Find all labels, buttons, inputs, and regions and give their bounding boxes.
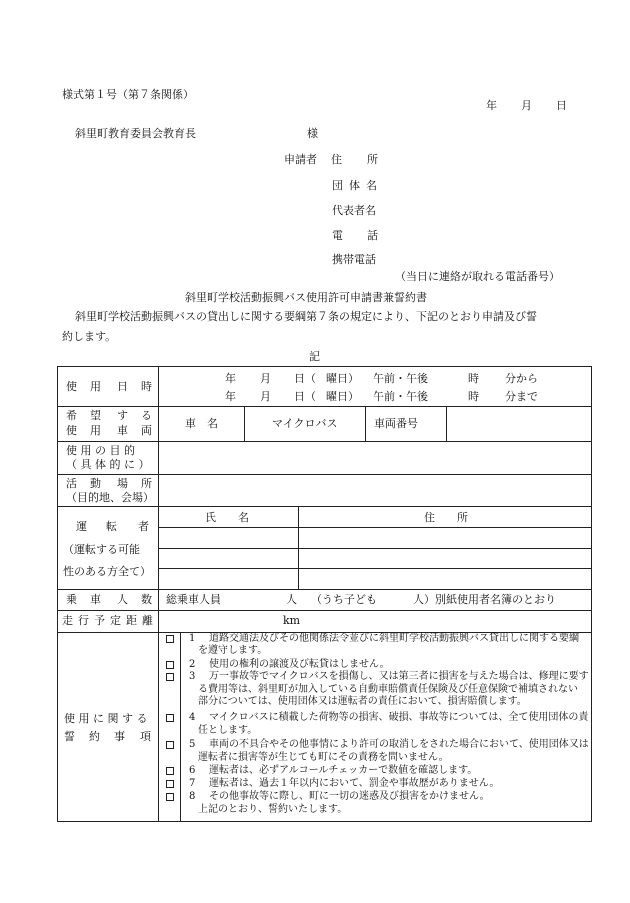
vehicle-label-1b: 望 — [90, 409, 101, 422]
document-title: 斜里町学校活動振興バス使用許可申請書兼誓約書 — [185, 291, 427, 304]
address-label-1: 住 — [331, 153, 342, 166]
usage-date-label-2: 用 — [90, 380, 101, 393]
pledge-item-4-num: 4 — [189, 712, 196, 723]
driver-row-divider — [158, 527, 592, 528]
usage-date-label-3: 日 — [117, 380, 128, 393]
pledge-item-7-line-1: 運転者は、過去１年以内において、罰金や事故歴がありません。 — [209, 778, 500, 789]
pledge-item-2-line-1: 使用の権利の譲渡及び転貸はしません。 — [209, 659, 390, 670]
pledge-checkbox-2[interactable] — [166, 661, 174, 669]
pledge-label-2d: 項 — [140, 730, 151, 743]
distance-label-2: 行 — [78, 614, 89, 627]
phone-label-1: 電 — [332, 229, 343, 242]
table-border-right — [591, 366, 592, 822]
location-label-1c: 場 — [117, 477, 128, 490]
date-row2-year: 年 — [225, 390, 236, 403]
pledge-closing: 上記のとおり、誓約いたします。 — [198, 804, 348, 815]
pledge-item-1-line-2: を遵守します。 — [198, 645, 268, 656]
group-label-3: 名 — [366, 179, 377, 192]
distance-label-1: 走 — [62, 614, 73, 627]
purpose-label-2: （ 具 体 的 に ） — [66, 458, 150, 471]
passengers-unit: 人 — [286, 593, 297, 606]
date-row1-min: 分から — [505, 372, 538, 385]
passengers-label-3: 人 — [117, 593, 128, 606]
row-divider — [57, 506, 592, 507]
vehicle-divider — [365, 406, 366, 442]
row-divider — [57, 589, 592, 590]
pledge-item-5-line-1: 車両の不具合やその他事情により許可の取消しをされた場合において、使用団体又は — [209, 739, 589, 750]
pledge-column-divider — [180, 632, 181, 822]
distance-label-6: 離 — [142, 614, 153, 627]
mobile-label: 携帯電話 — [332, 253, 376, 266]
vehicle-name-label: 車 名 — [185, 417, 218, 430]
location-label-1a: 活 — [66, 477, 77, 490]
pledge-item-2-num: 2 — [189, 659, 196, 670]
phone-label-2: 話 — [367, 229, 378, 242]
addressee: 斜里町教育委員会教育長 — [75, 127, 196, 140]
pledge-label-2a: 誓 — [64, 730, 75, 743]
passengers-label-1: 乗 — [66, 593, 77, 606]
driver-row-divider — [158, 548, 592, 549]
vehicle-label-2d: 両 — [141, 424, 152, 437]
location-label-1d: 所 — [141, 477, 152, 490]
date-row1-year: 年 — [225, 372, 236, 385]
vehicle-label-1c: す — [117, 409, 128, 422]
date-row2-min: 分まで — [505, 390, 538, 403]
date-row1-day: 日（ — [294, 372, 316, 385]
passengers-label-2: 車 — [90, 593, 101, 606]
pledge-item-6-num: 6 — [189, 765, 196, 776]
form-label: 様式第１号（第７条関係） — [62, 88, 194, 101]
vehicle-label-2a: 使 — [66, 424, 77, 437]
table-border-left — [57, 366, 58, 822]
driver-label-2: （運転する可能 — [63, 543, 140, 556]
pledge-label-2b: 約 — [89, 730, 100, 743]
date-row1-month: 月 — [260, 372, 271, 385]
location-label-2: （目的地、会場） — [66, 491, 154, 504]
driver-col-name: 氏 名 — [205, 511, 249, 524]
applicant-label: 申請者 — [284, 153, 317, 166]
pledge-item-1-line-1: 道路交通法及びその他関係法令並びに斜里町学校活動振興バス貸出しに関する要綱 — [209, 633, 579, 644]
distance-unit: km — [283, 614, 301, 627]
representative-label: 代表者名 — [332, 204, 376, 217]
driver-label-1b: 転 — [106, 520, 117, 533]
driver-label-1a: 運 — [76, 520, 87, 533]
pledge-item-7-num: 7 — [189, 778, 196, 789]
date-row2-day: 日（ — [294, 390, 316, 403]
pledge-item-3-line-2: る費用等は、斜里町が加入している自動車賠償責任保険及び任意保険で補填されない — [198, 684, 578, 695]
distance-label-3: 予 — [94, 614, 105, 627]
vehicle-label-2b: 用 — [90, 424, 101, 437]
date-row2-ampm: 午前・午後 — [373, 390, 428, 403]
pledge-checkbox-8[interactable] — [166, 793, 174, 801]
pledge-checkbox-6[interactable] — [166, 767, 174, 775]
pledge-item-4-line-1: マイクロバスに積載した荷物等の損害、破損、事故等については、全て使用団体の責 — [209, 712, 589, 723]
pledge-checkbox-1[interactable] — [166, 635, 174, 643]
vehicle-number-label: 車両番号 — [374, 417, 418, 430]
label-column-divider — [158, 366, 159, 822]
pledge-item-5-line-2: 運転者に損害等が生じても町にその責務を問いません。 — [198, 752, 449, 763]
pledge-checkbox-4[interactable] — [166, 714, 174, 722]
driver-label-1c: 者 — [138, 520, 149, 533]
driver-column-divider — [298, 506, 299, 590]
vehicle-label-1a: 希 — [66, 409, 77, 422]
driver-label-3: 性のある方全て） — [63, 565, 151, 578]
address-label-2: 所 — [367, 153, 378, 166]
usage-date-label-4: 時 — [141, 380, 152, 393]
group-label-1: 団 — [332, 179, 343, 192]
honorific: 様 — [307, 127, 318, 140]
pledge-item-8-line-1: その他事故等に際し、町に一切の迷惑及び損害をかけません。 — [209, 791, 490, 802]
date-row2-dow: 曜日） — [326, 390, 359, 403]
pledge-item-3-line-1: 万一事故等でマイクロバスを損傷し、又は第三者に損害を与えた場合は、修理に要す — [209, 671, 589, 682]
mobile-note: （当日に連絡が取れる電話番号） — [395, 270, 560, 283]
pledge-item-6-line-1: 運転者は、必ずアルコールチェッカーで数値を確認します。 — [209, 765, 478, 776]
table-border-bottom — [57, 821, 592, 822]
purpose-label-1: 使 用 の 目 的 — [66, 444, 135, 457]
row-divider — [57, 610, 592, 611]
pledge-item-8-num: 8 — [189, 791, 196, 802]
vehicle-label-1d: る — [141, 409, 152, 422]
passengers-label-4: 数 — [141, 593, 152, 606]
vehicle-divider — [446, 406, 447, 442]
group-label-2: 体 — [349, 179, 360, 192]
row-divider — [57, 441, 592, 442]
pledge-checkbox-7[interactable] — [166, 780, 174, 788]
distance-label-5: 距 — [126, 614, 137, 627]
intro-line-1: 斜里町学校活動振興バスの貸出しに関する要綱第７条の規定により、下記のとおり申請及び誓 — [75, 310, 537, 323]
passengers-children: （うち子ども — [311, 593, 377, 606]
row-divider — [57, 474, 592, 475]
pledge-item-1-num: 1 — [189, 633, 196, 644]
date-row2-month: 月 — [260, 390, 271, 403]
date-year: 年 — [486, 99, 497, 112]
driver-row-divider — [158, 568, 592, 569]
date-row1-dow: 曜日） — [326, 372, 359, 385]
date-row1-hour: 時 — [468, 372, 479, 385]
usage-date-label-1: 使 — [66, 380, 77, 393]
pledge-label-1: 使 用 に 関 す る — [64, 712, 148, 725]
table-border-top — [57, 366, 592, 367]
pledge-checkbox-3[interactable] — [166, 673, 174, 681]
row-divider — [57, 406, 592, 407]
pledge-checkbox-5[interactable] — [166, 741, 174, 749]
pledge-item-5-num: 5 — [189, 739, 196, 750]
vehicle-name-value: マイクロバス — [272, 417, 338, 430]
pledge-item-4-line-2: 任とします。 — [198, 725, 258, 736]
date-row2-hour: 時 — [468, 390, 479, 403]
ki-label: 記 — [309, 350, 320, 363]
vehicle-label-2c: 車 — [117, 424, 128, 437]
date-row1-ampm: 午前・午後 — [373, 372, 428, 385]
vehicle-divider — [244, 406, 245, 442]
date-month: 月 — [521, 99, 532, 112]
passengers-rest: 人）別紙使用者名簿のとおり — [413, 593, 556, 606]
driver-col-address: 住 所 — [424, 511, 468, 524]
distance-label-4: 定 — [110, 614, 121, 627]
pledge-item-3-num: 3 — [189, 671, 196, 682]
location-label-1b: 動 — [90, 477, 101, 490]
date-day: 日 — [556, 99, 567, 112]
pledge-item-3-line-3: 部分については、使用団体又は運転者の責任において、損害賠償します。 — [198, 696, 527, 707]
pledge-label-2c: 事 — [114, 730, 125, 743]
passengers-total: 総乗車人員 — [166, 593, 221, 606]
intro-line-2: 約します。 — [62, 330, 117, 343]
